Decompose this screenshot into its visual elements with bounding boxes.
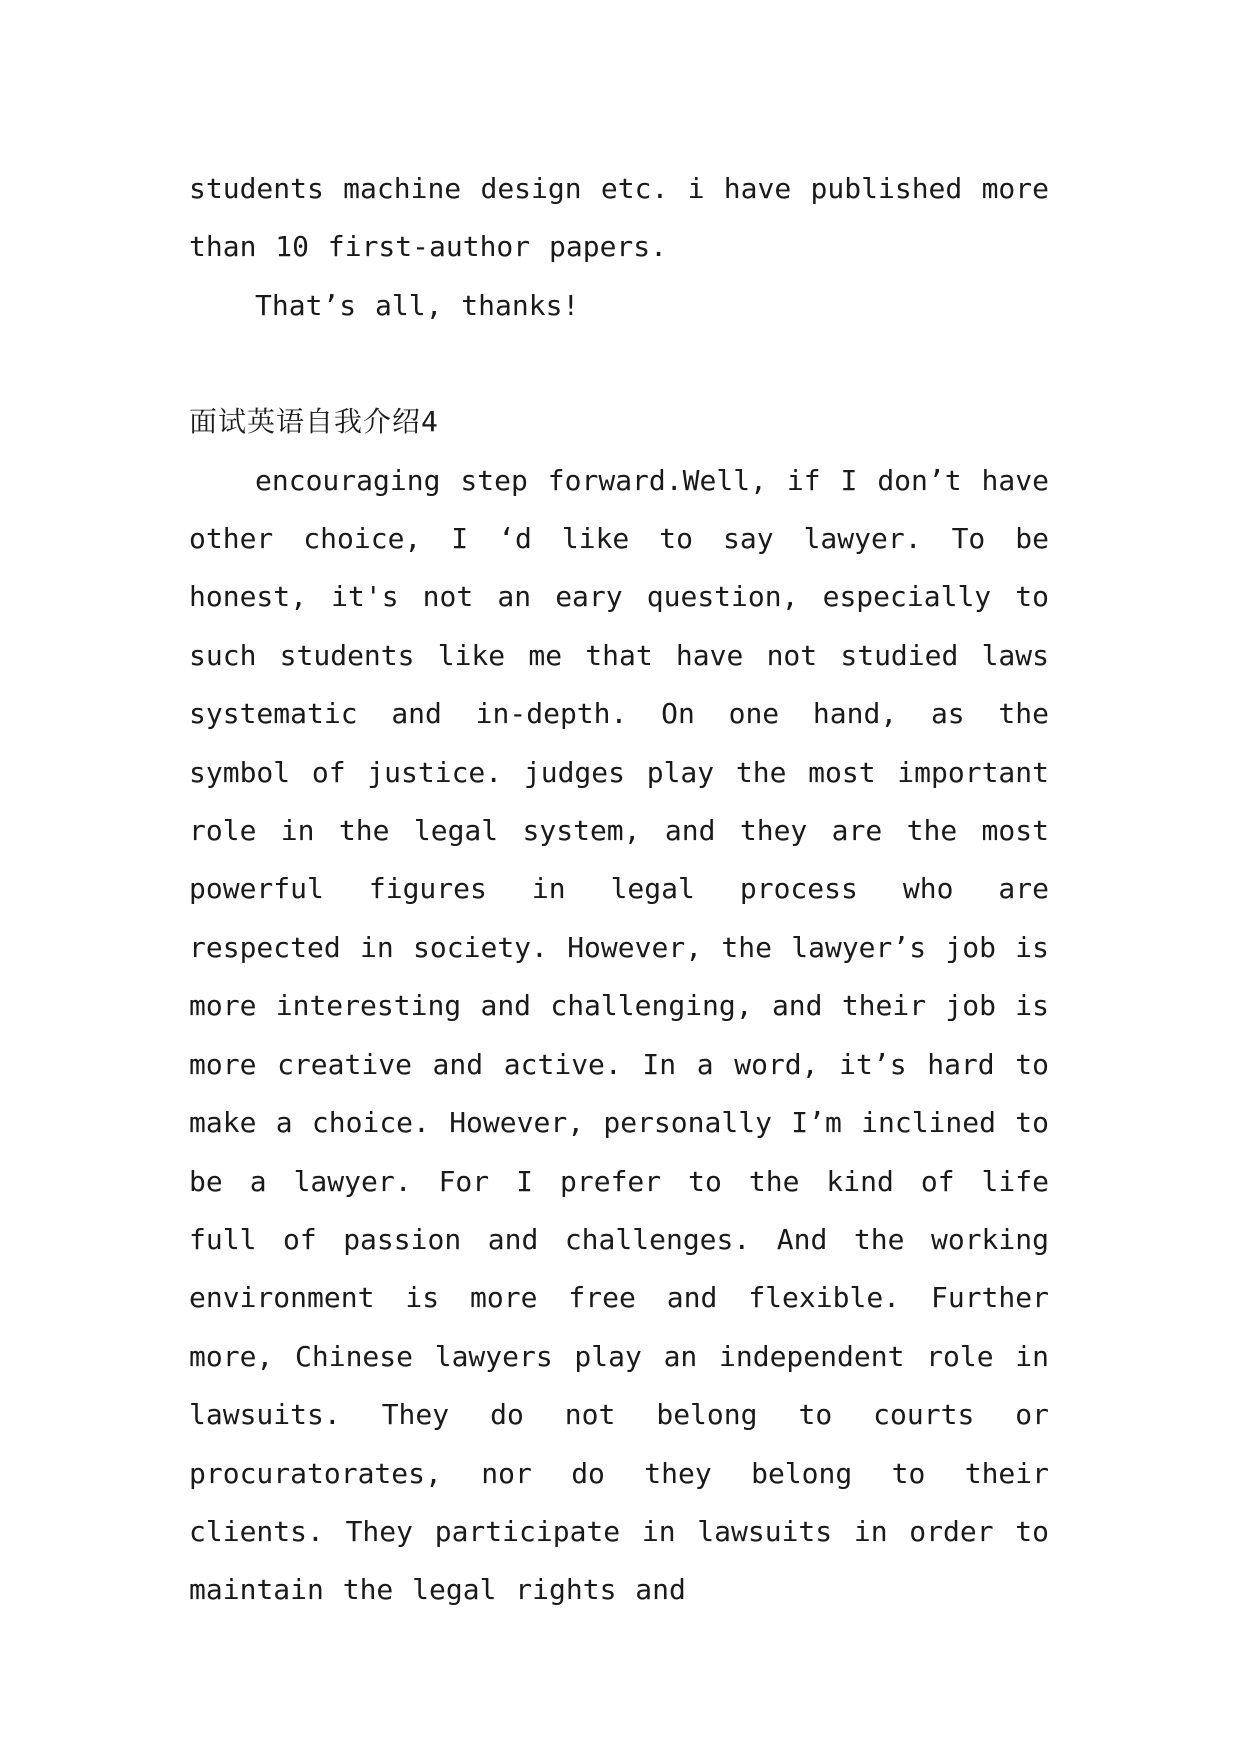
document-content [189, 160, 1049, 1620]
closing-line: That’s all, thanks! [255, 288, 580, 322]
section-heading: 面试英语自我介绍4 [189, 405, 439, 439]
continuation-paragraph: students machine design etc. i have published more than 10 first-author papers. [189, 172, 1049, 264]
body-paragraph: encouraging step forward.Well, if I don’t have other choice, I ‘d like to say lawyer. To be honest, it's not an eary question, especially to such students like me that have not studied laws systematic and in-depth. On one hand, as the symbol of justice. judges play the most important role in the legal system, and they are the most powerful figures in legal process who are respected in society. However, the lawyer’s job is more interesting and challenging, and their job is more creative and active. In a word, it’s hard to make a choice. However, personally I’m inclined to be a lawyer. For I prefer to the kind of life full of passion and challenges. And the working environment is more free and flexible. Further more, Chinese lawyers play an independent role in lawsuits. They do not belong to courts or procuratorates, nor do they belong to their clients. They participate in lawsuits in order to maintain the legal rights and [189, 463, 1049, 1607]
